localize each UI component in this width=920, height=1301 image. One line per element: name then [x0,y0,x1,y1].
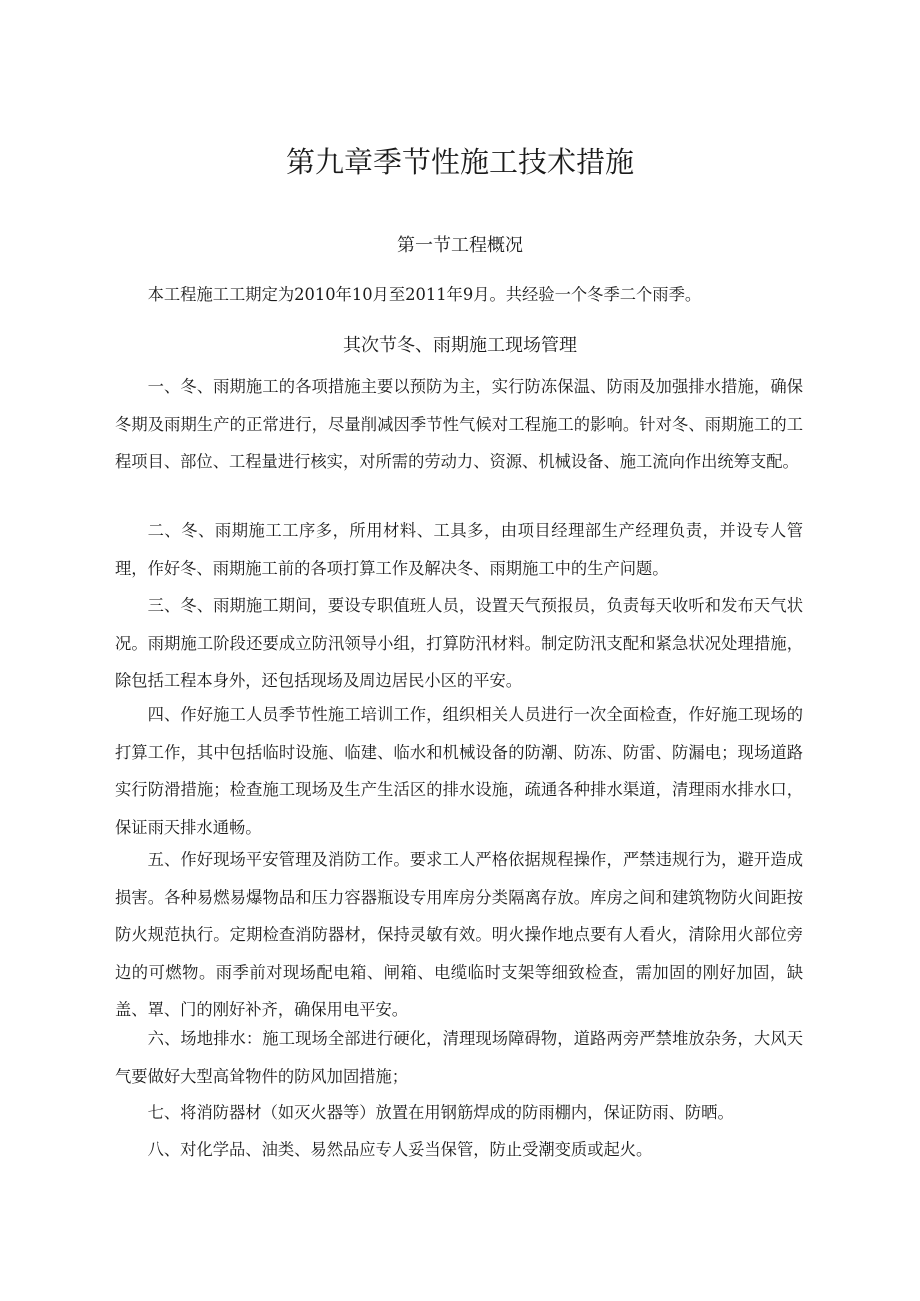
paragraph-item-5: 五、作好现场平安管理及消防工作。要求工人严格依据规程操作，严禁违规行为，避开造成损害。各种易燃易爆物品和压力容器瓶设专用库房分类隔离存放。库房之间和建筑物防火间距按防火规范执行。定期检查消防器材，保持灵敏有效。明火操作地点要有人看火，清除用火部位旁边的可燃物。雨季前对现场配电箱、闸箱、电缆临时支架等细致检查，需加固的刚好加固，缺盖、罩、门的刚好补齐，确保用电平安。 [115,850,803,1019]
paragraph-item-4: 四、作好施工人员季节性施工培训工作，组织相关人员进行一次全面检查，作好施工现场的打算工作，其中包括临时设施、临建、临水和机械设备的防潮、防冻、防雷、防漏电；现场道路实行防滑措施；检查施工现场及生产生活区的排水设施，疏通各种排水渠道，清理雨水排水口，保证雨天排水通畅。 [115,705,803,837]
paragraph-item-1: 一、冬、雨期施工的各项措施主要以预防为主，实行防冻保温、防雨及加强排水措施，确保冬期及雨期生产的正常进行，尽量削减因季节性气候对工程施工的影响。针对冬、雨期施工的工程项目、部位、工程量进行核实，对所需的劳动力、资源、机械设备、施工流向作出统筹支配。 [115,377,803,471]
section-title-overview: 第一节工程概况 [397,235,523,256]
chapter-title: 第九章季节性施工技术措施 [285,145,634,179]
paragraph-item-3: 三、冬、雨期施工期间，要设专职值班人员，设置天气预报员，负责每天收听和发布天气状况。雨期施工阶段还要成立防汛领导小组，打算防汛材料。制定防汛支配和紧急状况处理措施，除包括工程本身外，还包括现场及周边居民小区的平安。 [115,596,803,690]
paragraph-item-6: 六、场地排水：施工现场全部进行硬化，清理现场障碍物，道路两旁严禁堆放杂务，大风天气要做好大型高耸物件的防风加固措施； [115,1029,803,1086]
section-title-site-management: 其次节冬、雨期施工现场管理 [343,335,577,356]
paragraph-item-2: 二、冬、雨期施工工序多，所用材料、工具多，由项目经理部生产经理负责，并设专人管理，作好冬、雨期施工前的各项打算工作及解决冬、雨期施工中的生产问题。 [115,521,803,578]
paragraph-overview: 本工程施工工期定为2010年10月至2011年9月。共经验一个冬季二个雨季。 [147,285,702,304]
paragraph-item-7: 七、将消防器材（如灭火器等）放置在用钢筋焊成的防雨棚内，保证防雨、防晒。 [147,1103,734,1122]
paragraph-item-8: 八、对化学品、油类、易然品应专人妥当保管，防止受潮变质或起火。 [147,1140,653,1159]
